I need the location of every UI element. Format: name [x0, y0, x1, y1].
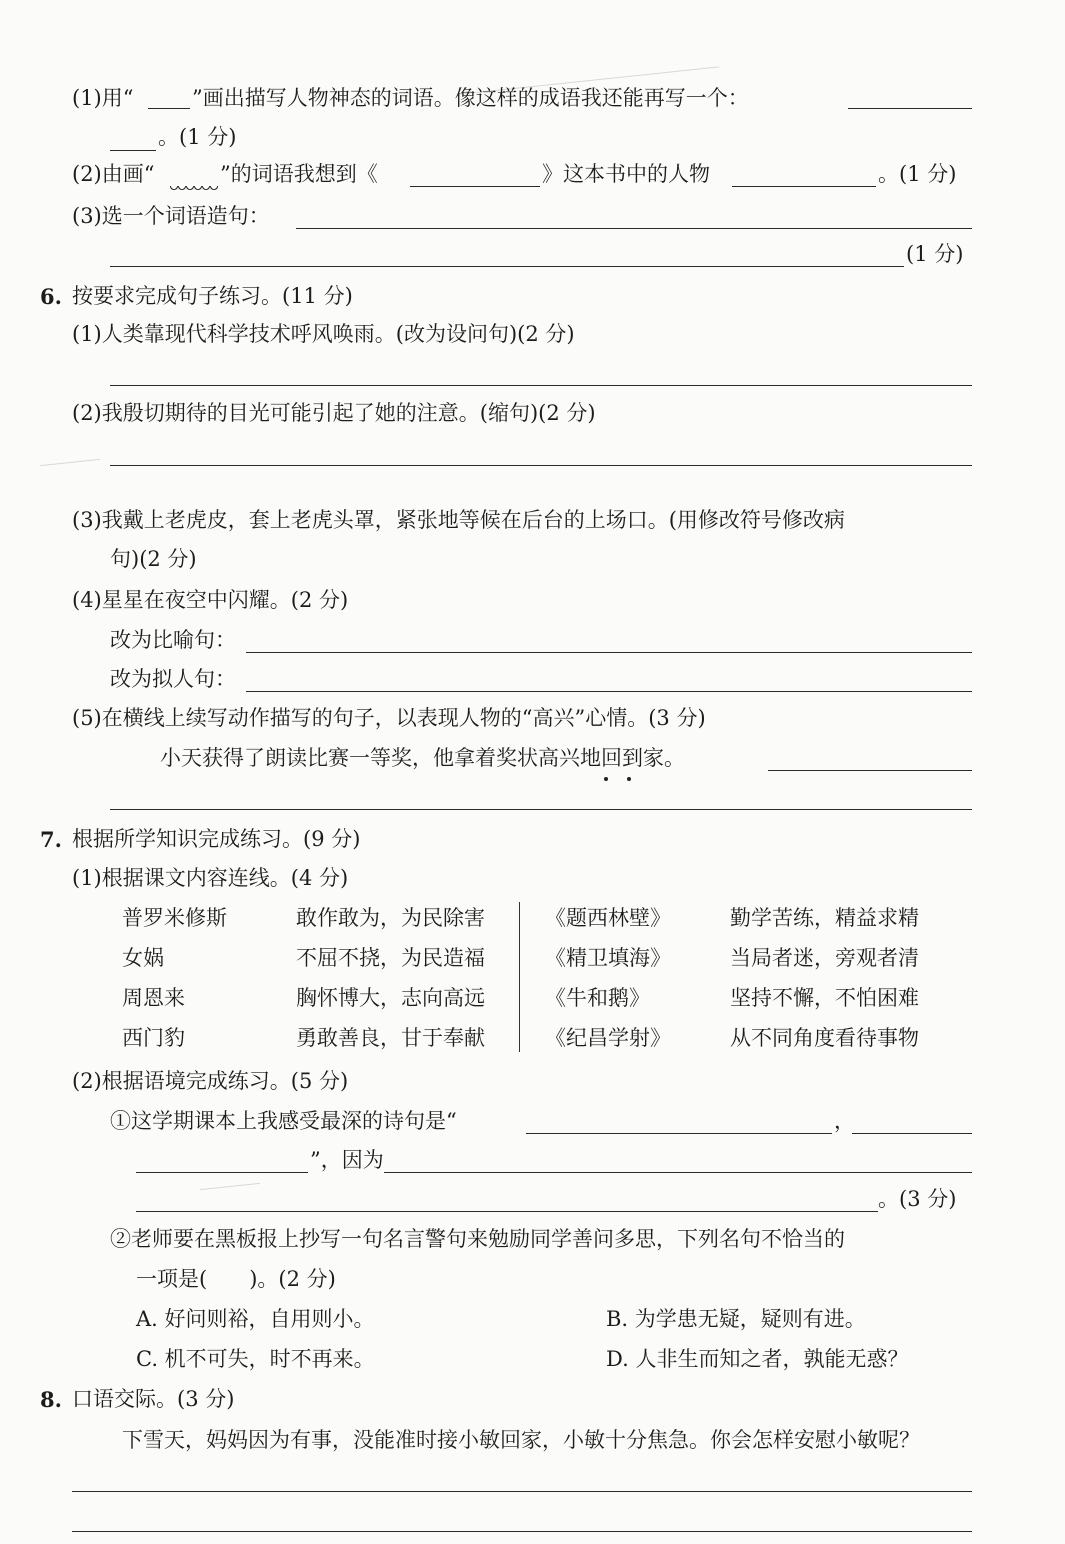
reason-blank[interactable]	[136, 1211, 878, 1212]
match-trait[interactable]: 勇敢善良，甘于奉献	[296, 1026, 485, 1050]
q7-part1: (1)根据课文内容连线。(4 分)	[72, 866, 349, 890]
answer-line[interactable]	[110, 385, 972, 386]
q6-part1: (1)人类靠现代科学技术呼风唤雨。(改为设问句)(2 分)	[72, 322, 575, 346]
personification-answer-line[interactable]	[246, 691, 972, 692]
answer-line[interactable]	[296, 228, 972, 229]
answer-line[interactable]	[110, 266, 904, 267]
q7-number: 7.	[40, 827, 62, 852]
match-lesson[interactable]: 勤学苦练，精益求精	[730, 906, 919, 930]
q5-part2-end: 。(1 分)	[878, 162, 957, 186]
q5-part2-prefix: (2)由画“	[72, 162, 155, 186]
match-trait[interactable]: 不屈不挠，为民造福	[296, 946, 485, 970]
poem-line-blank[interactable]	[526, 1133, 832, 1134]
q6-part4-personification-label: 改为拟人句：	[110, 667, 236, 691]
match-text-title[interactable]: 《精卫填海》	[545, 946, 671, 970]
match-person[interactable]: 周恩来	[122, 986, 185, 1010]
q7-part2-q2-line2[interactable]: 一项是( )。(2 分)	[136, 1267, 336, 1291]
answer-blank-book[interactable]	[410, 186, 540, 187]
q7-part2-q1-prompt: ①这学期课本上我感受最深的诗句是“	[110, 1109, 457, 1133]
answer-line[interactable]	[110, 465, 972, 466]
match-trait[interactable]: 胸怀博大，志向高远	[296, 986, 485, 1010]
q7-part2: (2)根据语境完成练习。(5 分)	[72, 1069, 349, 1093]
emphasis-dot	[604, 777, 608, 781]
match-person[interactable]: 女娲	[122, 946, 164, 970]
option-a[interactable]: A. 好问则裕，自用则小。	[136, 1307, 375, 1331]
q5-part2-text2: 》这本书中的人物	[542, 162, 710, 186]
q5-part2-text: ”的词语我想到《	[220, 162, 378, 186]
q6-part5: (5)在横线上续写动作描写的句子，以表现人物的“高兴”心情。(3 分)	[72, 706, 706, 730]
q6-part4-metaphor-label: 改为比喻句：	[110, 628, 236, 652]
q6-part5-sentence: 小天获得了朗读比赛一等奖，他拿着奖状高兴地回到家。	[160, 746, 685, 770]
q6-part2: (2)我殷切期待的目光可能引起了她的注意。(缩句)(2 分)	[72, 401, 596, 425]
reason-blank[interactable]	[384, 1172, 972, 1173]
match-text-title[interactable]: 《纪昌学射》	[545, 1026, 671, 1050]
poem-line-blank[interactable]	[852, 1133, 972, 1134]
match-person[interactable]: 普罗米修斯	[122, 906, 227, 930]
option-c[interactable]: C. 机不可失，时不再来。	[136, 1347, 375, 1371]
q6-part3-line2: 句)(2 分)	[110, 547, 197, 571]
answer-blank[interactable]	[110, 150, 156, 151]
q7-part2-q1-score: 。(3 分)	[878, 1187, 957, 1211]
match-text-title[interactable]: 《题西林壁》	[545, 906, 671, 930]
q7-title: 根据所学知识完成练习。(9 分)	[72, 827, 361, 851]
match-lesson[interactable]: 坚持不懈，不怕困难	[730, 986, 919, 1010]
q8-number: 8.	[40, 1387, 62, 1412]
q5-part3-prompt: (3)选一个词语造句：	[72, 204, 270, 228]
match-lesson[interactable]: 从不同角度看待事物	[730, 1026, 919, 1050]
answer-line[interactable]	[72, 1531, 972, 1532]
match-person[interactable]: 西门豹	[122, 1026, 185, 1050]
q7-part2-q2-line1: ②老师要在黑板报上抄写一句名言警句来勉励同学善问多思，下列名句不恰当的	[110, 1227, 845, 1251]
match-text-title[interactable]: 《牛和鹅》	[545, 986, 650, 1010]
match-lesson[interactable]: 当局者迷，旁观者清	[730, 946, 919, 970]
scan-smudge	[200, 1183, 260, 1190]
scan-smudge	[40, 459, 100, 466]
comma: ，	[834, 1109, 855, 1133]
q5-part1-end: 。(1 分)	[158, 125, 237, 149]
q7-part2-q1-because: ”，因为	[310, 1148, 384, 1172]
q6-part3-line1: (3)我戴上老虎皮，套上老虎头罩，紧张地等候在后台的上场口。(用修改符号修改病	[72, 508, 845, 532]
emphasis-dot	[627, 777, 631, 781]
metaphor-answer-line[interactable]	[246, 652, 972, 653]
column-divider	[519, 902, 520, 1052]
q6-part4: (4)星星在夜空中闪耀。(2 分)	[72, 588, 349, 612]
option-d[interactable]: D. 人非生而知之者，孰能无惑？	[606, 1347, 909, 1371]
q8-scenario: 下雪天，妈妈因为有事，没能准时接小敏回家，小敏十分焦急。你会怎样安慰小敏呢？	[122, 1428, 920, 1452]
answer-line[interactable]	[72, 1491, 972, 1492]
q6-number: 6.	[40, 284, 62, 309]
q5-part1-prefix: (1)用“	[72, 86, 134, 110]
option-b[interactable]: B. 为学患无疑，疑则有进。	[606, 1307, 866, 1331]
underline-sample	[148, 108, 190, 109]
q5-part3-score: (1 分)	[906, 242, 964, 266]
poem-line-blank[interactable]	[136, 1172, 308, 1173]
answer-blank[interactable]	[848, 108, 972, 109]
answer-line[interactable]	[110, 809, 972, 810]
answer-line[interactable]	[768, 770, 972, 771]
q6-title: 按要求完成句子练习。(11 分)	[72, 284, 353, 308]
answer-blank-character[interactable]	[732, 186, 876, 187]
match-trait[interactable]: 敢作敢为，为民除害	[296, 906, 485, 930]
q5-part1-text: ”画出描写人物神态的词语。像这样的成语我还能再写一个：	[192, 86, 749, 110]
wavy-underline-sample	[170, 186, 218, 194]
q8-title: 口语交际。(3 分)	[72, 1387, 235, 1411]
